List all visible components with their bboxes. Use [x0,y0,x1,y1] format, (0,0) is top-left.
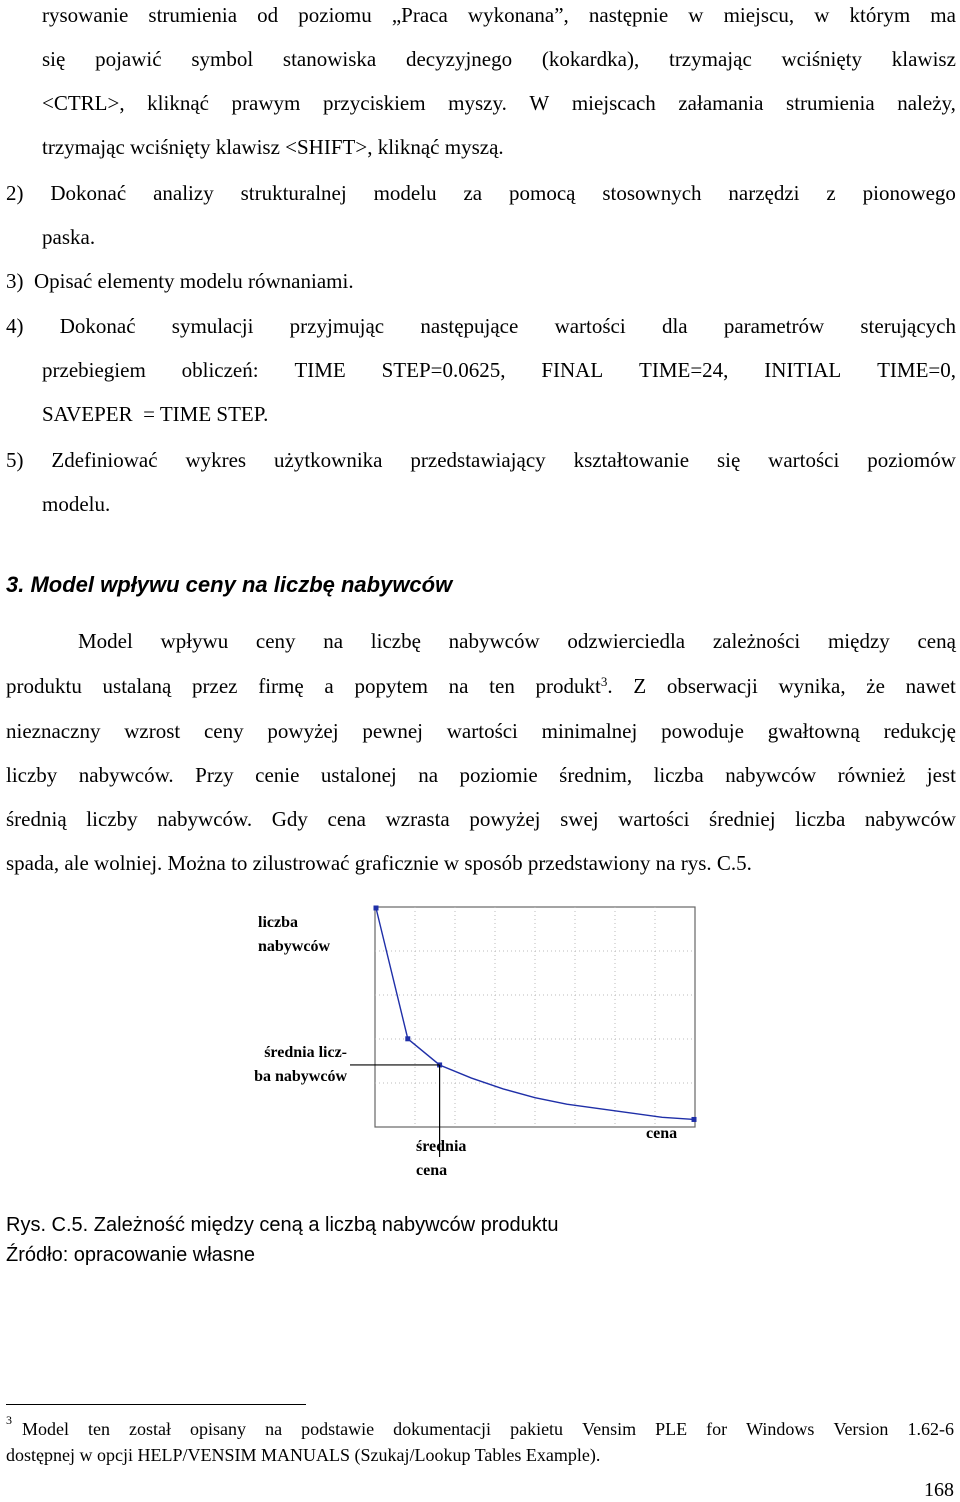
item-4-line-2 [42,357,956,383]
footnote-line-1-word: opisany [190,1419,247,1439]
para-line-1-word: między [827,629,890,653]
para-line-4-word: nabywców. [78,763,174,787]
footnote-line-1-word: ten [88,1419,111,1439]
para-line-2-word: produktu [6,674,82,698]
footnote [6,1414,954,1466]
footnote-line-1 [6,1414,954,1444]
para-line-3 [6,718,956,744]
data-point [405,1036,410,1041]
footnote-line-1-word: 1.62-6 [907,1419,954,1439]
para-line-2-word: firmę [258,674,304,698]
y-axis-label: nabywców [258,938,331,955]
para-line-5-word: liczba [795,807,846,831]
top-line-3-word: kliknąć [147,91,209,115]
top-line-2-word: decyzyjnego [405,47,513,71]
top-line-3-word: załamania [678,91,764,115]
top-line-1-word: poziomu [298,3,372,27]
item-5-line-1-word: 5) [6,448,24,472]
para-line-4-word: ustalonej [320,763,397,787]
para-line-1-word: na [323,629,344,653]
footnote-line-1-word: for [706,1419,728,1439]
top-line-1-word: strumienia [148,3,238,27]
top-line-2-word: pojawić [95,47,162,71]
para-line-5-word: Gdy [271,807,308,831]
para-line-4-word: Przy [195,763,234,787]
para-line-2-word: Z [633,674,647,698]
para-line-3-word: minimalnej [541,719,638,743]
footnote-line-2: dostępnej w opcji HELP/VENSIM MANUALS (Szukaj/Lookup Tables Example). [6,1445,601,1465]
item-2-line-1-word: pionowego [862,181,956,205]
para-line-1-word: ceną [917,629,956,653]
item-4-line-1-word: 4) [6,314,24,338]
para-line-4-word: cenie [255,763,300,787]
item-5-line-1-word: się [716,448,741,472]
footnote-line-1-word: PLE [655,1419,688,1439]
item-2-line-1-word: modelu [373,181,437,205]
item-4-line-1-word: symulacji [171,314,254,338]
top-line-4: trzymając wciśnięty klawisz <SHIFT>, kliknąć myszą. [42,135,504,159]
para-line-4-word: liczby [6,763,58,787]
item-4-line-1-word: przyjmując [289,314,385,338]
para-line-5-word: nabywców [864,807,956,831]
para-line-3-word: nieznaczny [6,719,101,743]
para-line-3-word: gwałtowną [767,719,860,743]
average-y-label: średnia licz- [264,1044,347,1061]
page-number: 168 [924,1479,954,1501]
item-5-line-1 [6,447,956,473]
para-line-5-word: wartości [618,807,690,831]
para-line-1-word: nabywców [448,629,540,653]
para-line-3-word: pewnej [362,719,423,743]
item-4-line-1-word: dla [661,314,688,338]
item-4-line-1 [6,313,956,339]
para-line-3-word: wzrost [124,719,181,743]
para-line-2-word: ten [489,674,515,698]
footnote-mark: 3 [6,1413,12,1427]
para-line-2-word: wynika, [778,674,846,698]
para-line-5-word: średniej [709,807,776,831]
top-line-1-word: „Praca [391,3,448,27]
y-axis-label: liczba [258,914,298,931]
plot-frame [375,907,695,1127]
item-2-line-1-word: z [826,181,836,205]
footnote-line-1-word: pakietu [510,1419,564,1439]
para-line-5-word: cena [327,807,366,831]
footnote-line-1-word: Windows [746,1419,815,1439]
top-line-3 [42,90,956,116]
para-line-4-word: liczba [653,763,704,787]
average-x-label: cena [416,1162,448,1179]
item-5-line-1-word: przedstawiający [410,448,546,472]
para-line-1 [78,628,956,654]
top-line-3-word: prawym [231,91,301,115]
footnote-line-1-word: Vensim [582,1419,637,1439]
para-line-1-word: liczbę [370,629,421,653]
para-line-2-word: że [866,674,885,698]
average-y-label: ba nabywców [254,1068,347,1085]
item-5-line-1-word: wykres [185,448,247,472]
item-2-line-2: paska. [42,225,96,249]
top-line-1-word: rysowanie [42,3,129,27]
item-4-line-2-word: FINAL [541,358,604,382]
figure-chart [240,895,710,1195]
top-line-1-word: w [814,3,830,27]
item-5-line-1-word: poziomów [867,448,956,472]
item-4-line-1-word: następujące [420,314,519,338]
para-line-2-word: popytem [354,674,428,698]
para-line-3-word: redukcję [883,719,956,743]
para-line-2-word: produkt$^3$. [535,674,613,698]
top-line-2-word: stanowiska [282,47,377,71]
para-line-4-word: poziomie [459,763,538,787]
item-2-line-1-word: analizy [153,181,214,205]
top-line-3-word: myszy. [448,91,507,115]
top-line-1-word: następnie [588,3,669,27]
para-line-2-word: nawet [905,674,956,698]
para-line-2-word: przez [192,674,238,698]
footnote-ref: 3 [600,674,608,689]
item-2-line-1-word: 2) [6,181,24,205]
para-line-2-word: obserwacji [666,674,758,698]
para-line-2-word: ustalaną [102,674,172,698]
top-line-1-word: w [688,3,704,27]
para-line-5-word: liczby [86,807,138,831]
top-line-1-word: od [257,3,279,27]
para-line-4-word: nabywców [725,763,817,787]
figure-caption: Rys. C.5. Zależność między ceną a liczbą nabywców produktu [6,1214,559,1236]
item-5-line-2: modelu. [42,492,111,516]
item-5-line-1-word: kształtowanie [573,448,690,472]
footnote-rule [6,1404,306,1405]
top-line-2-word: klawisz [891,47,956,71]
top-line-1-word: miejscu, [723,3,795,27]
top-line-1-word: ma [930,3,956,27]
top-line-1-word: którym [849,3,911,27]
para-line-4-word: jest [926,763,956,787]
item-2-line-1-word: za [463,181,483,205]
para-line-5-word: powyżej [469,807,541,831]
x-axis-label: cena [646,1125,678,1142]
figure-source: Źródło: opracowanie własne [6,1244,256,1266]
item-4-line-1-word: sterujących [860,314,956,338]
para-line-1-word: wpływu [160,629,229,653]
item-5-line-1-word: wartości [768,448,840,472]
top-line-3-word: strumienia [786,91,875,115]
item-2-line-1-word: strukturalnej [240,181,347,205]
para-line-5-word: swej [560,807,599,831]
top-line-3-word: przyciskiem [322,91,426,115]
item-4-line-2-word: obliczeń: [181,358,259,382]
para-line-5 [6,806,956,832]
average-x-label: średnia [416,1138,467,1155]
para-line-1-word: odzwierciedla [567,629,686,653]
data-point [692,1117,697,1122]
footnote-line-1-word: Version [833,1419,889,1439]
item-2-line-1 [6,180,956,206]
item-5-line-1-word: użytkownika [274,448,383,472]
top-line-2-word: symbol [191,47,254,71]
para-line-3-word: powoduje [661,719,744,743]
para-line-1-word: zależności [712,629,801,653]
item-4-line-1-word: parametrów [723,314,825,338]
para-line-4 [6,762,956,788]
item-2-line-1-word: stosownych [602,181,702,205]
top-line-2 [42,46,956,72]
para-line-5-word: średnią [6,807,67,831]
item-2-line-1-word: pomocą [509,181,576,205]
para-line-3-word: powyżej [267,719,339,743]
para-line-2-word: na [448,674,469,698]
top-line-3-word: miejscach [571,91,656,115]
para-line-4-word: na [418,763,439,787]
top-line-3-word: W [529,91,550,115]
top-line-3-word: <CTRL>, [42,91,125,115]
footnote-line-1-word: dokumentacji [393,1419,492,1439]
item-4-line-1-word: Dokonać [59,314,136,338]
para-line-3-word: wartości [446,719,518,743]
para-line-1-word: Model [78,629,133,653]
top-line-2-word: wciśnięty [781,47,862,71]
para-line-2 [6,673,956,699]
para-line-4-word: również [837,763,906,787]
item-3-line-1: 3) Opisać elementy modelu równaniami. [6,269,354,293]
item-4-line-2-word: TIME [294,358,346,382]
para-line-3-word: ceny [203,719,244,743]
top-line-2-word: się [42,47,66,71]
footnote-line-1-word: na [265,1419,283,1439]
chart-svg [240,895,710,1195]
top-line-2-word: trzymając [668,47,752,71]
para-line-5-word: nabywców. [157,807,253,831]
para-line-4-word: średnim, [559,763,633,787]
top-line-1-word: wykonana”, [467,3,569,27]
item-5-line-1-word: Zdefiniować [51,448,158,472]
footnote-line-1-word: podstawie [301,1419,375,1439]
item-4-line-2-word: przebiegiem [42,358,146,382]
data-point [374,906,379,911]
top-line-2-word: (kokardka), [541,47,640,71]
item-4-line-1-word: wartości [554,314,626,338]
footnote-line-1-word: został [129,1419,172,1439]
footnote-line-1-word: Model [22,1419,69,1439]
para-line-2-word: a [324,674,334,698]
item-4-line-2-word: INITIAL [764,358,842,382]
top-line-1 [42,2,956,28]
item-4-line-2-word: STEP=0.0625, [381,358,506,382]
section-heading: 3. Model wpływu ceny na liczbę nabywców [6,572,453,597]
item-4-line-2-word: TIME=24, [639,358,729,382]
item-4-line-2-word: TIME=0, [877,358,956,382]
item-2-line-1-word: narzędzi [728,181,800,205]
para-line-5-word: wzrasta [385,807,450,831]
para-line-6: spada, ale wolniej. Można to zilustrować graficznie w sposób przedstawiony na rys. C.5. [6,851,752,875]
top-line-3-word: należy, [897,91,956,115]
item-4-line-3: SAVEPER = TIME STEP. [42,402,269,426]
para-line-1-word: ceny [255,629,296,653]
item-2-line-1-word: Dokonać [50,181,127,205]
